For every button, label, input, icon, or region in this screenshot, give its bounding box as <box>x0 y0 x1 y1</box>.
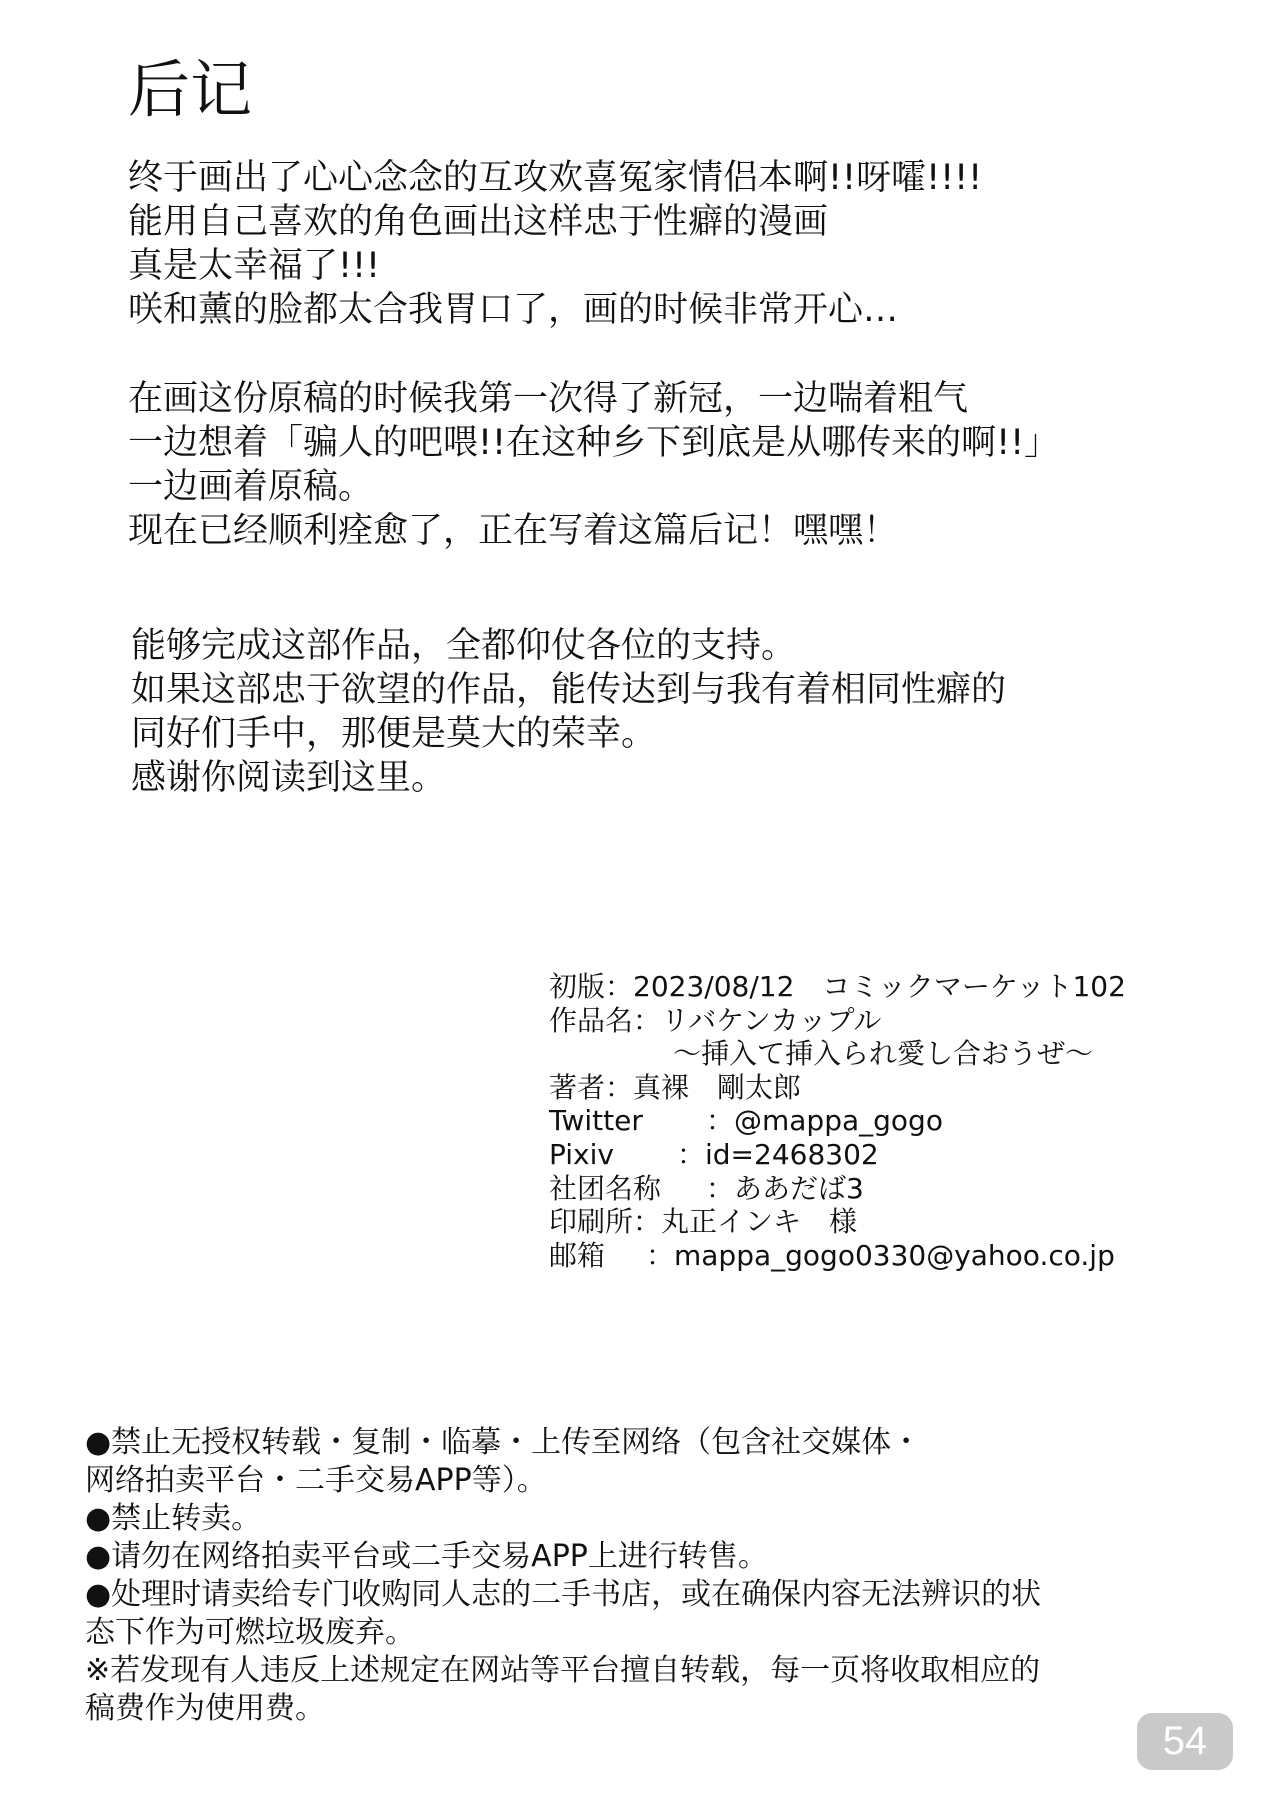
label: 邮箱 <box>549 1238 606 1272</box>
label: 著者 <box>549 1070 606 1104</box>
label: 作品名 <box>549 1003 634 1037</box>
colophon-circle <box>549 1172 1126 1206</box>
text-line: 真是太幸福了!!! <box>128 246 381 286</box>
notice-line: ●禁止转卖。 <box>85 1501 262 1536</box>
colophon-email <box>549 1239 1126 1273</box>
label: Pixiv <box>549 1137 614 1171</box>
text-line: 在画这份原稿的时候我第一次得了新冠，一边喘着粗气 <box>128 379 969 419</box>
afterword-paragraph-3 <box>131 624 1006 800</box>
page-number-badge: 54 <box>1137 1713 1233 1770</box>
label: Twitter <box>549 1104 643 1138</box>
notice-line: ●处理时请卖给专门收购同人志的二手书店，或在确保内容无法辨识的状 <box>85 1577 1042 1612</box>
value: ：id=2468302 <box>677 1137 879 1171</box>
label: 初版 <box>549 970 606 1003</box>
value: ：リバケンカップル <box>633 1003 882 1037</box>
colophon-twitter <box>549 1104 1126 1138</box>
value: ：@mappa_gogo <box>706 1104 943 1138</box>
text-line: 一边画着原稿。 <box>128 467 374 507</box>
colophon <box>549 970 1126 1272</box>
text-line: 同好们手中，那便是莫大的荣幸。 <box>131 714 657 754</box>
colophon-author <box>549 1071 1126 1105</box>
text-line: 现在已经顺利痊愈了，正在写着这篇后记！嘿嘿！ <box>128 511 899 551</box>
copyright-notice <box>85 1424 1041 1728</box>
afterword-paragraph-1 <box>128 156 982 332</box>
notice-line: 稿费作为使用费。 <box>85 1691 325 1726</box>
text-line: 终于画出了心心念念的互攻欢喜冤家情侣本啊!!呀嚯!!!! <box>128 158 983 198</box>
notice-line: 态下作为可燃垃圾废弃。 <box>85 1615 415 1650</box>
colophon-work-title <box>549 1004 1126 1038</box>
notice-line: ●禁止无授权转载・复制・临摹・上传至网络（包含社交媒体・ <box>85 1425 922 1460</box>
colophon-work-subtitle: ～挿入て挿入られ愛し合おうぜ～ <box>673 1037 1094 1071</box>
afterword-paragraph-2 <box>128 377 1059 553</box>
label: 印刷所 <box>549 1205 634 1239</box>
text-line: 如果这部忠于欲望的作品，能传达到与我有着相同性癖的 <box>131 670 1007 710</box>
colophon-printer <box>549 1205 1126 1239</box>
text-line: 感谢你阅读到这里。 <box>131 758 447 798</box>
value: ：ああだば3 <box>706 1171 864 1205</box>
text-line: 咲和薰的脸都太合我胃口了，画的时候非常开心… <box>128 290 899 330</box>
value: ：2023/08/12 コミックマーケット102 <box>605 970 1126 1003</box>
value: ：丸正インキ 様 <box>633 1205 858 1239</box>
text-line: 能用自己喜欢的角色画出这样忠于性癖的漫画 <box>128 202 829 242</box>
notice-line: ※若发现有人违反上述规定在网站等平台擅自转载，每一页将收取相应的 <box>85 1653 1041 1688</box>
text-line: 一边想着「骗人的吧喂!!在这种乡下到底是从哪传来的啊!!」 <box>128 423 1060 463</box>
value: ：真裸 剛太郎 <box>605 1070 802 1104</box>
value: ：mappa_gogo0330@yahoo.co.jp <box>646 1238 1115 1272</box>
colophon-pixiv <box>549 1138 1126 1172</box>
notice-line: 网络拍卖平台・二手交易APP等）。 <box>85 1463 547 1498</box>
colophon-first-edition <box>549 970 1126 1004</box>
notice-line: ●请勿在网络拍卖平台或二手交易APP上进行转售。 <box>85 1539 768 1574</box>
page-title: 后记 <box>128 53 253 126</box>
text-line: 能够完成这部作品，全都仰仗各位的支持。 <box>131 626 797 666</box>
label: 社团名称 <box>549 1171 662 1205</box>
